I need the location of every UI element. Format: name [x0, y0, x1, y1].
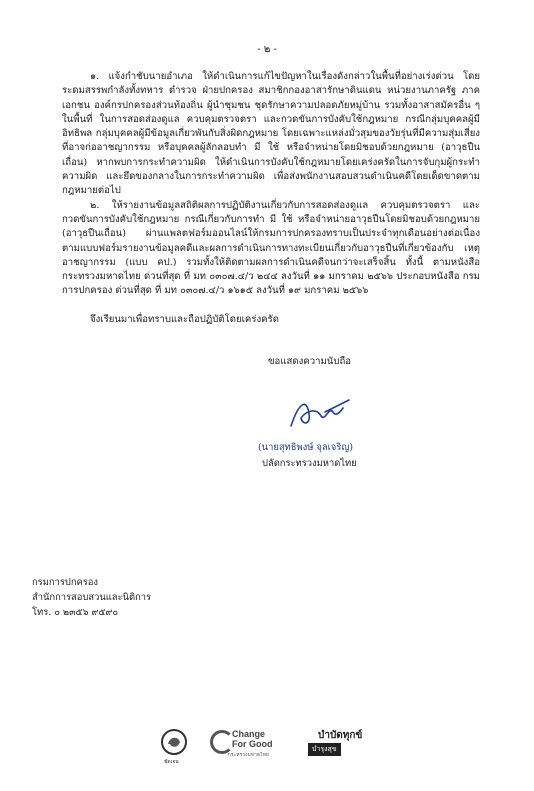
seal-logo — [160, 728, 188, 765]
change-for-good-logo — [210, 728, 290, 758]
footer-phone: โทร. ๐ ๒๓๕๖ ๙๕๙๐ — [32, 607, 119, 618]
signer-position: ปลัดกระทรวงมหาดไทย — [262, 458, 357, 469]
letter-body — [62, 70, 480, 327]
footer-department: กรมการปกครอง — [32, 577, 99, 588]
respect-line: ขอแสดงความนับถือ — [268, 356, 352, 367]
for-good-text: For Good — [232, 739, 273, 749]
seal-caption: ชัดเจน — [164, 759, 179, 765]
footer-contact — [32, 575, 151, 620]
change-text: Change — [232, 729, 266, 739]
slogan-logo — [308, 728, 386, 758]
signer-name: (นายสุทธิพงษ์ จุลเจริญ) — [258, 442, 353, 453]
footer-logos — [160, 728, 390, 765]
slogan-top: บำบัดทุกข์ — [318, 730, 363, 741]
handwritten-signature — [285, 392, 355, 434]
slogan-bottom: บำรุงสุข — [308, 743, 341, 756]
paragraph-2: ๒. ให้รายงานข้อมูลสถิติผลการปฏิบัติงานเกี่ยวกับการสอดส่องดูแล ควบคุมตรวจตรา และกวดขันการบังคับใช้กฎหมาย กรณีเกี่ยวกับการทำ มี ใช้ หรือจำหน่ายอาวุธปืนโดยมิชอบด้วยกฎหมาย (อาวุธปืนเถื่อน) ผ่านแพลตฟอร์มออนไลน์ให้กรมการปกครองทราบเป็นประจำทุกเดือนอย่างต่อเนื่อง ตามแบบฟอร์มรายงานข้อมูลคดีและผลการดำเนินการทางทะเบียนเกี่ยวกับอาวุธปืนที่เกี่ยวข้องกับ เหตุอาชญากรรม (แบบ คป.) รวมทั้งให้ติดตามผลการดำเนินคดีจนกว่าจะเสร็จสิ้น ทั้งนี้ ตามหนังสือ กระทรวงมหาดไทย ด่วนที่สุด ที่ มท ๐๓๐๗.๔/ว ๒๔๔ ลงวันที่ ๑๑ มกราคม ๒๕๖๖ ประกอบหนังสือ กรมการปกครอง ด่วนที่สุด ที่ มท ๐๓๐๗.๔/ว ๑๖๑๕ ลงวันที่ ๑๙ มกราคม ๒๕๖๖ — [62, 199, 480, 297]
seal-icon — [160, 728, 188, 758]
paragraph-1: ๑. แจ้งกำชับนายอำเภอ ให้ดำเนินการแก้ไขปัญหาในเรื่องดังกล่าวในพื้นที่อย่างเร่งด่วน โดยระดมสรรพกำลังทั้งทหาร ตำรวจ ฝ่ายปกครอง สมาชิกกองอาสารักษาดินแดน หน่วยงานภาครัฐ ภาคเอกชน องค์กรปกครองส่วนท้องถิ่น ผู้นำชุมชน ชุดรักษาความปลอดภัยหมู่บ้าน รวมทั้งอาสาสมัครอื่น ๆ ในพื้นที่ ในการสอดส่องดูแล ควบคุมตรวจตรา และกวดขันการบังคับใช้กฎหมาย กรณีกลุ่มบุคคลผู้มีอิทธิพล กลุ่มบุคคลผู้มีข้อมูลเกี่ยวพันกับสิ่งผิดกฎหมาย โดยเฉพาะแหล่งมั่วสุมของวัยรุ่นที่มีความสุ่มเสี่ยง ที่อาจก่ออาชญากรรม หรือบุคคลผู้ลักลอบทำ มี ใช้ หรือจำหน่ายโดยมิชอบด้วยกฎหมาย (อาวุธปืนเถื่อน) หากพบการกระทำความผิด ให้ดำเนินการบังคับใช้กฎหมายโดยเคร่งครัดในการจับกุมผู้กระทำความผิด และยึดของกลางในการกระทำความผิด เพื่อส่งพนักงานสอบสวนดำเนินคดีโดยเด็ดขาดตามกฎหมายต่อไป — [62, 71, 480, 197]
closing-line: จึงเรียนมาเพื่อทราบและถือปฏิบัติโดยเคร่งครัด — [90, 313, 279, 325]
footer-division: สำนักการสอบสวนและนิติการ — [32, 592, 152, 603]
page-number: - ๒ - — [257, 44, 277, 55]
change-tagline: กระทรวงมหาดไทย — [228, 753, 270, 758]
